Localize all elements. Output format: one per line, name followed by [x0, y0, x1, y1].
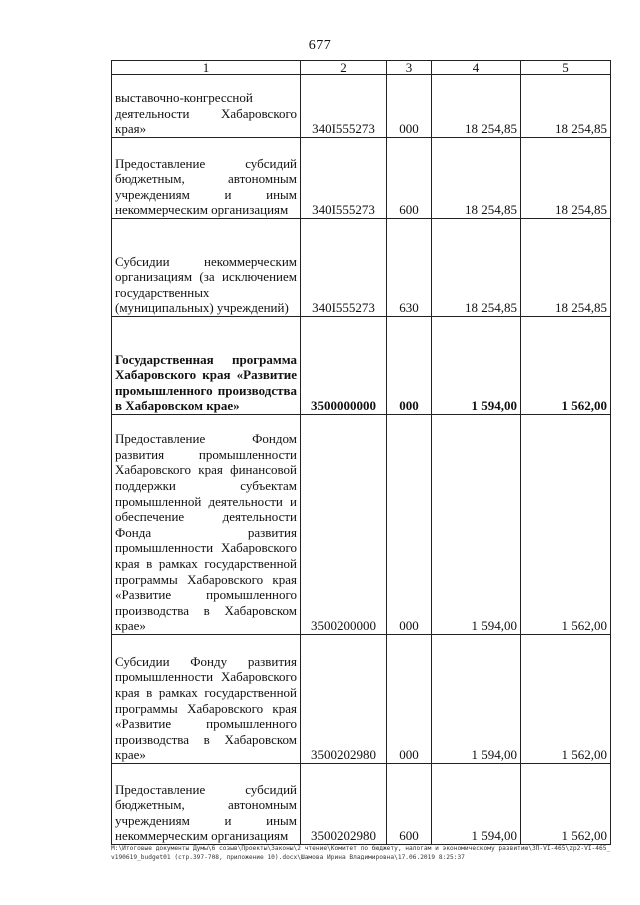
row-expense-type: 000 — [387, 415, 432, 635]
row-amount-col4: 1 594,00 — [432, 317, 521, 415]
row-amount-col5: 1 562,00 — [521, 635, 611, 764]
row-target-code: 3500202980 — [301, 635, 387, 764]
row-amount-col4: 1 594,00 — [432, 635, 521, 764]
row-amount-col5: 1 562,00 — [521, 415, 611, 635]
row-name: выставочно-конгрессной деятельности Хабаровского края» — [112, 75, 301, 138]
row-amount-col5: 18 254,85 — [521, 75, 611, 138]
table-header-row — [112, 61, 611, 75]
row-expense-type: 630 — [387, 219, 432, 317]
column-header: 1 — [112, 61, 301, 75]
column-header: 3 — [387, 61, 432, 75]
table-row — [112, 764, 611, 845]
row-amount-col4: 18 254,85 — [432, 219, 521, 317]
table-row — [112, 635, 611, 764]
row-expense-type: 000 — [387, 75, 432, 138]
row-name: Предоставление субсидий бюджетным, автономным учреждениям и иным некоммерческим организациям — [112, 764, 301, 845]
page-number: 677 — [308, 38, 332, 53]
budget-table — [111, 60, 611, 845]
table-row — [112, 219, 611, 317]
row-amount-col5: 1 562,00 — [521, 764, 611, 845]
row-target-code: 3500202980 — [301, 764, 387, 845]
row-name: Государственная программа Хабаровского края «Развитие промышленного производства в Хабаровском крае» — [112, 317, 301, 415]
table-row — [112, 317, 611, 415]
row-target-code: 340I555273 — [301, 75, 387, 138]
row-expense-type: 000 — [387, 635, 432, 764]
row-target-code: 340I555273 — [301, 138, 387, 219]
row-amount-col5: 1 562,00 — [521, 317, 611, 415]
row-target-code: 3500200000 — [301, 415, 387, 635]
row-amount-col4: 1 594,00 — [432, 415, 521, 635]
row-name: Субсидии некоммерческим организациям (за исключением государственных (муниципальных) учреждений) — [112, 219, 301, 317]
row-expense-type: 600 — [387, 138, 432, 219]
row-name: Предоставление Фондом развития промышленности Хабаровского края финансовой поддержки субъектам промышленной деятельности и обеспечение деятельности Фонда развития промышленности Хабаровского края в рамках государственной программы Хабаровского края «Развитие промышленного производства в Хабаровском крае» — [112, 415, 301, 635]
row-expense-type: 600 — [387, 764, 432, 845]
row-amount-col4: 1 594,00 — [432, 764, 521, 845]
document-file-path-footer: M:\Итоговые документы Думы\6 созыв\Проекты\Законы\2 чтение\Комитет по бюджету, налогам и экономическому развитию\ЗП-VI-465\zp2-VI-465_v190619_budget01 (стр.397-708, приложение 10).docx\Шамова Ирина Владимировна\17.06.2019 8:25:37 — [111, 845, 611, 861]
column-header: 2 — [301, 61, 387, 75]
row-target-code: 3500000000 — [301, 317, 387, 415]
row-target-code: 340I555273 — [301, 219, 387, 317]
table-row — [112, 138, 611, 219]
row-name: Субсидии Фонду развития промышленности Хабаровского края в рамках государственной программы Хабаровского края «Развитие промышленного производства в Хабаровском крае» — [112, 635, 301, 764]
column-header: 4 — [432, 61, 521, 75]
column-header: 5 — [521, 61, 611, 75]
table-row — [112, 75, 611, 138]
row-expense-type: 000 — [387, 317, 432, 415]
row-amount-col5: 18 254,85 — [521, 138, 611, 219]
table-row — [112, 415, 611, 635]
row-amount-col4: 18 254,85 — [432, 75, 521, 138]
row-name: Предоставление субсидий бюджетным, автономным учреждениям и иным некоммерческим организациям — [112, 138, 301, 219]
row-amount-col4: 18 254,85 — [432, 138, 521, 219]
row-amount-col5: 18 254,85 — [521, 219, 611, 317]
